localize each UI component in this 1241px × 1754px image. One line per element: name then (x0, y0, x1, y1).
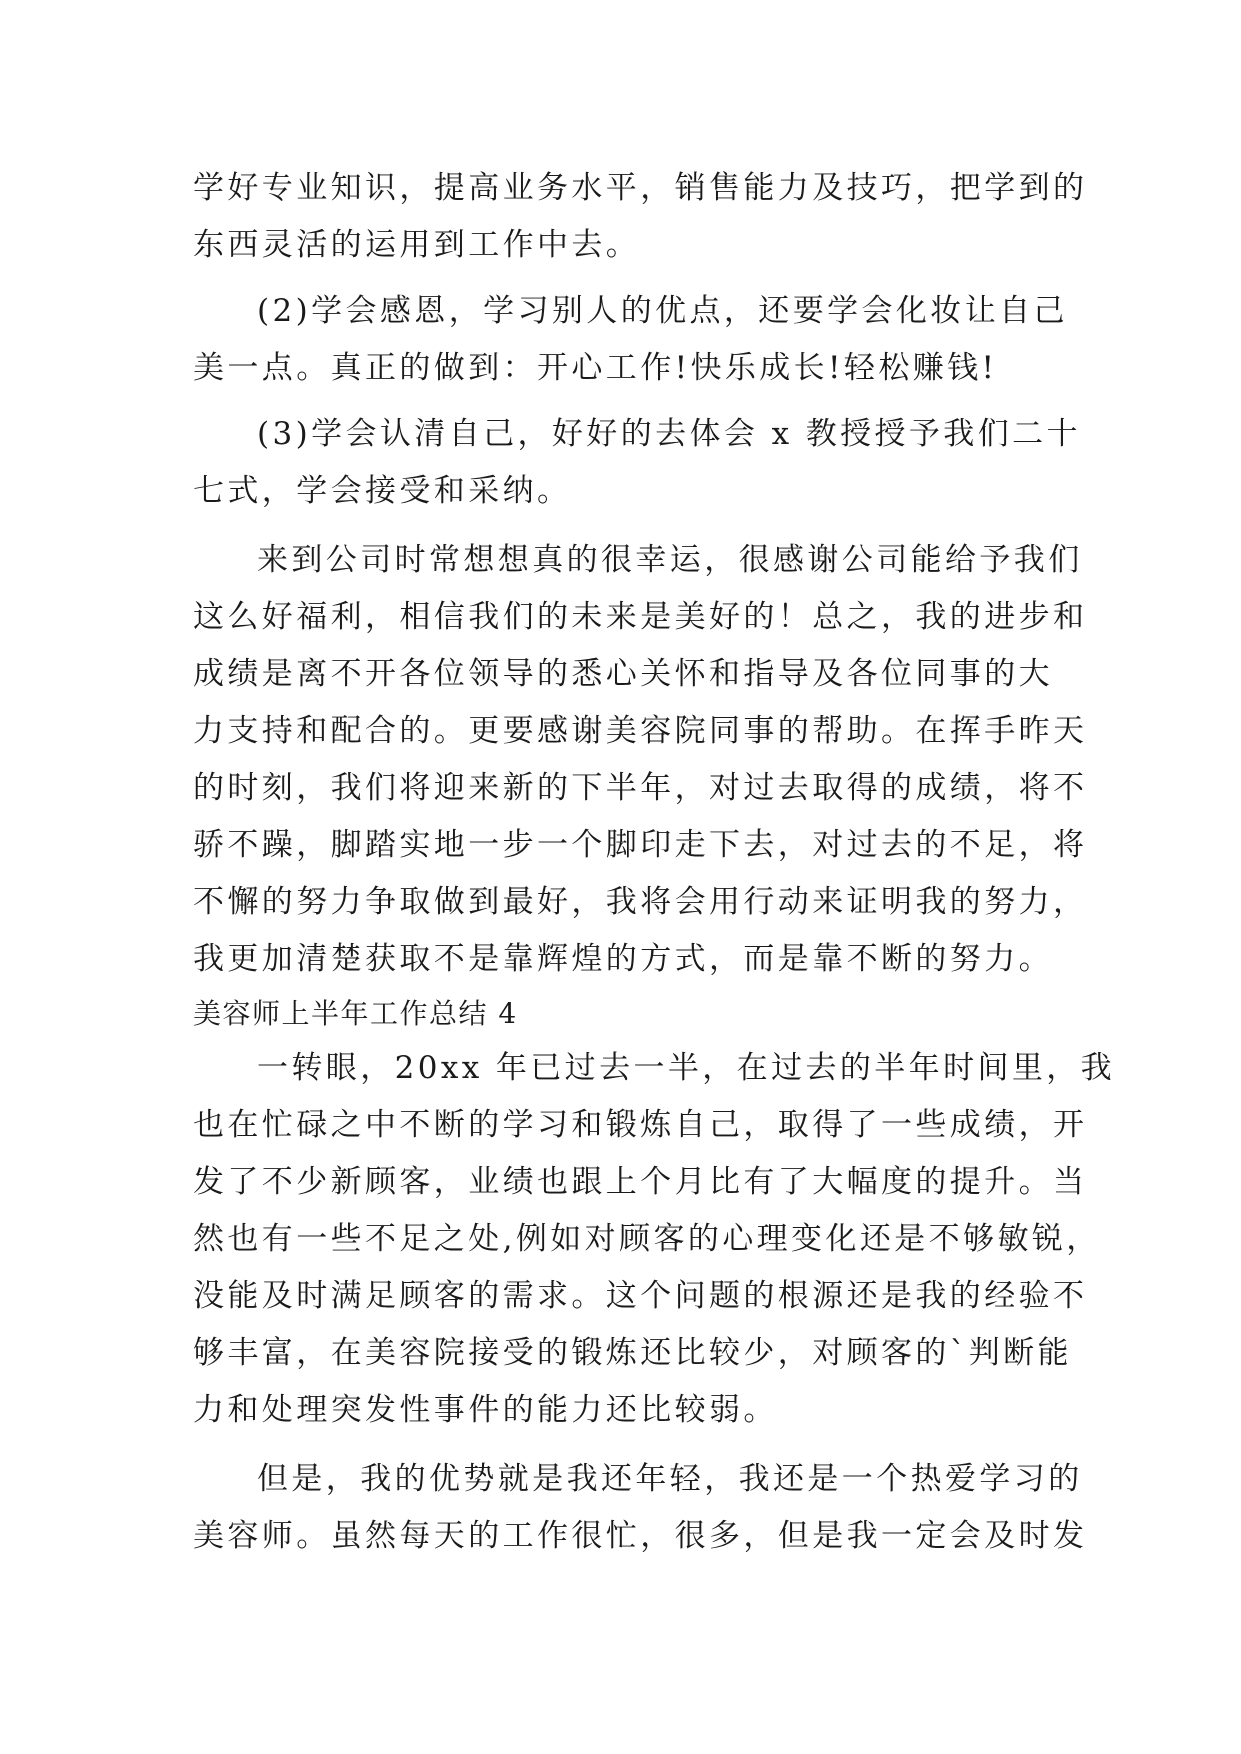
text-line: 不懈的努力争取做到最好，我将会用行动来证明我的努力， (193, 884, 1088, 920)
section-heading: 美容师上半年工作总结 4 (193, 997, 518, 1030)
paragraph-start: 来到公司时常想想真的很幸运，很感谢公司能给予我们 (257, 542, 1083, 578)
text-line: 也在忙碌之中不断的学习和锻炼自己，取得了一些成绩，开 (193, 1107, 1088, 1143)
text-line: 我更加清楚获取不是靠辉煌的方式，而是靠不断的努力。 (193, 941, 1053, 977)
text-line: 七式，学会接受和采纳。 (193, 473, 572, 509)
text-line: 美容师。虽然每天的工作很忙，很多，但是我一定会及时发 (193, 1518, 1088, 1554)
text-line: 东西灵活的运用到工作中去。 (193, 227, 641, 263)
text-line: 这么好福利，相信我们的未来是美好的！总之，我的进步和 (193, 599, 1088, 635)
list-item-3: (3)学会认清自己，好好的去体会 x 教授授予我们二十 (257, 416, 1081, 452)
paragraph-start: 但是，我的优势就是我还年轻，我还是一个热爱学习的 (257, 1461, 1083, 1497)
document-page (193, 160, 1116, 1565)
text-line: 力和处理突发性事件的能力还比较弱。 (193, 1392, 778, 1428)
text-line: 学好专业知识，提高业务水平，销售能力及技巧，把学到的 (193, 170, 1088, 206)
text-line: 力支持和配合的。更要感谢美容院同事的帮助。在挥手昨天 (193, 713, 1088, 749)
paragraph-start: 一转眼，20xx 年已过去一半，在过去的半年时间里，我 (257, 1050, 1116, 1086)
text-line: 的时刻，我们将迎来新的下半年，对过去取得的成绩，将不 (193, 770, 1088, 806)
text-line: 没能及时满足顾客的需求。这个问题的根源还是我的经验不 (193, 1278, 1088, 1314)
text-line: 美一点。真正的做到：开心工作!快乐成长!轻松赚钱! (193, 350, 998, 386)
text-line: 然也有一些不足之处,例如对顾客的心理变化还是不够敏锐， (193, 1221, 1101, 1257)
text-line: 骄不躁，脚踏实地一步一个脚印走下去，对过去的不足，将 (193, 827, 1088, 863)
list-item-2: (2)学会感恩，学习别人的优点，还要学会化妆让自己 (257, 293, 1068, 329)
text-line: 成绩是离不开各位领导的悉心关怀和指导及各位同事的大 (193, 656, 1053, 692)
text-line: 发了不少新顾客，业绩也跟上个月比有了大幅度的提升。当 (193, 1164, 1088, 1200)
text-line: 够丰富，在美容院接受的锻炼还比较少，对顾客的`判断能 (193, 1335, 1072, 1371)
